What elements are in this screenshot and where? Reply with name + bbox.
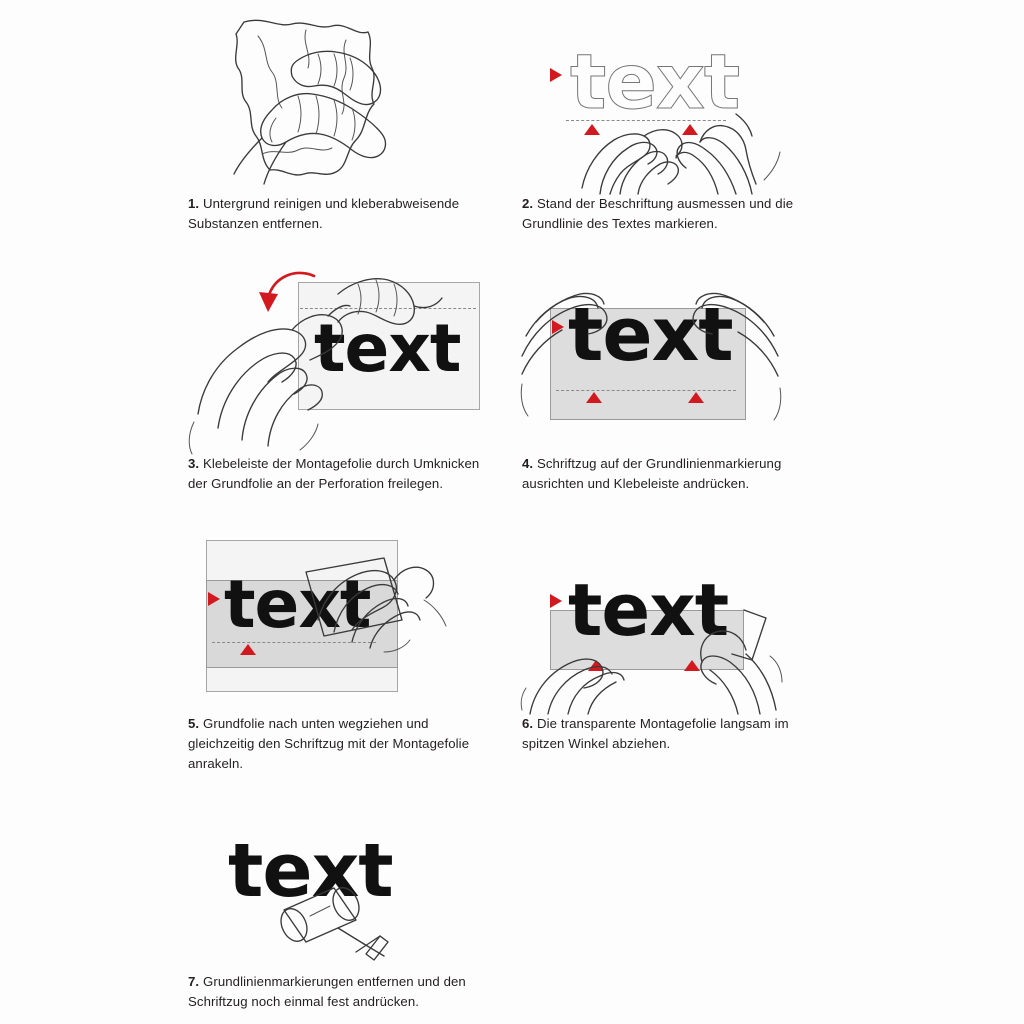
- step-4: [522, 264, 822, 494]
- step-6-illustration: [522, 570, 822, 714]
- step-3-caption: [188, 454, 488, 494]
- step-5-illustration: [188, 524, 488, 714]
- step-1-illustration: [188, 14, 488, 194]
- step-5-caption: [188, 714, 488, 774]
- step-6-text: Die transparente Montagefolie langsam im spitzen Winkel abziehen.: [522, 716, 789, 752]
- step-3-text: Klebeleiste der Montagefolie durch Umknicken der Grundfolie an der Perforation freilegen.: [188, 456, 480, 492]
- step-4-word: text: [568, 292, 733, 378]
- step-5-number: 5.: [188, 716, 200, 731]
- step-4-illustration: [522, 264, 822, 454]
- step-2-marker-arrow: [550, 68, 562, 82]
- step-3-number: 3.: [188, 456, 200, 471]
- step-2-caption: [522, 194, 822, 234]
- step-3: [188, 264, 488, 494]
- step-7-illustration: [188, 824, 488, 972]
- step-3-word: text: [314, 310, 461, 387]
- step-2-number: 2.: [522, 196, 534, 211]
- step-1-caption: [188, 194, 488, 234]
- step-4-text: Schriftzug auf der Grundlinienmarkierung ausrichten und Klebeleiste andrücken.: [522, 456, 782, 492]
- step-2-text: Stand der Beschriftung ausmessen und die Grundlinie des Textes markieren.: [522, 196, 794, 232]
- step-1-number: 1.: [188, 196, 200, 211]
- step-3-illustration: [188, 264, 488, 454]
- step-5: [188, 524, 488, 774]
- step-7-text: Grundlinienmarkierungen entfernen und den Schriftzug noch einmal fest andrücken.: [188, 974, 466, 1010]
- step-2-outlined-word: text: [570, 37, 740, 126]
- step-6-word: text: [568, 568, 729, 652]
- step-1: [188, 14, 488, 234]
- step-1-text: Untergrund reinigen und kleberabweisende Substanzen entfernen.: [188, 196, 460, 232]
- step-7-number: 7.: [188, 974, 200, 989]
- step-7-caption: [188, 972, 488, 1012]
- step-6: [522, 570, 822, 754]
- step-5-text: Grundfolie nach unten wegziehen und gleichzeitig den Schriftzug mit der Montagefolie anrakeln.: [188, 716, 470, 772]
- step-4-number: 4.: [522, 456, 534, 471]
- step-7: [188, 824, 488, 1012]
- step-6-number: 6.: [522, 716, 534, 731]
- step-2-illustration: [522, 14, 822, 194]
- step-4-caption: [522, 454, 822, 494]
- step-2: [522, 14, 822, 234]
- step-7-word: text: [228, 828, 393, 914]
- step-5-word: text: [224, 566, 371, 643]
- step-6-caption: [522, 714, 822, 754]
- step-7-roller-icon: [188, 824, 448, 972]
